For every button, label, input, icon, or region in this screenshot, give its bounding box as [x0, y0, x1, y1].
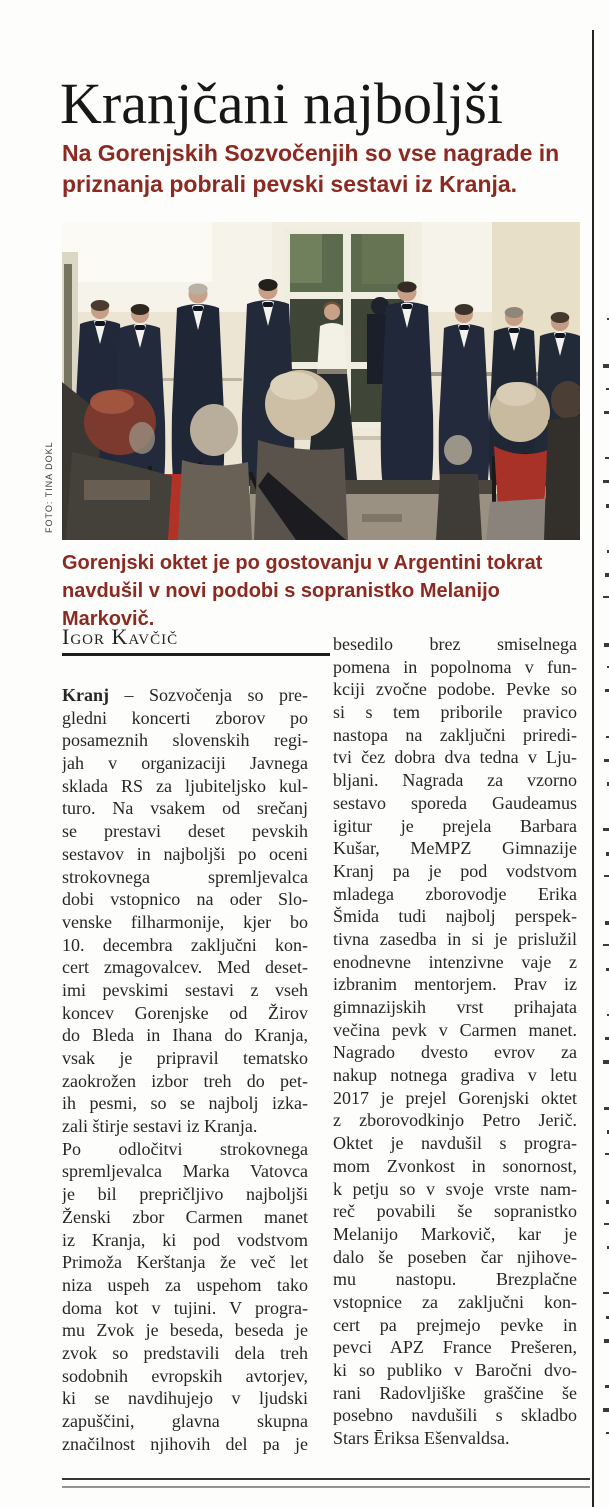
body-text-line: Primoža Kerštanja že več let [62, 1252, 308, 1273]
photo-caption [62, 549, 574, 633]
body-text-line: koncev Gorenjske od Žirov [62, 1002, 308, 1023]
body-text-line: iz Kranja, ki pod vodstvom [62, 1229, 308, 1250]
body-text-line: k petju so v svoje vrste nam- [333, 1178, 577, 1199]
body-text-line: mom Zvonkost in sonornost, [333, 1155, 577, 1176]
body-text-line: izbranim mentorjem. Prav iz [333, 974, 577, 995]
body-text-line: posameznih slovenskih regi- [62, 730, 308, 751]
article-bottom-rule [62, 1478, 590, 1488]
body-text-line: Oktet je navdušil s progra- [333, 1133, 577, 1154]
body-text-line: Kušar, MeMPZ Gimnazije [333, 838, 577, 859]
body-text-line: večina pevk v Carmen manet. [333, 1019, 577, 1040]
body-text-line: Šmida tudi najbolj perspek- [333, 906, 577, 927]
body-text-line: Kranj pa je pod vodstvom [333, 860, 577, 881]
body-text-line: cert pa prejmejo pevke in [333, 1314, 577, 1335]
adjacent-column-fragments [599, 0, 609, 1507]
body-text-line: imi pevskimi sestavi z vseh [62, 979, 308, 1000]
body-text-line: z zborovodkinjo Petro Jerič. [333, 1110, 577, 1131]
body-text-line: Melanijo Markovič, kar je [333, 1223, 577, 1244]
text-line: Gorenjski oktet je po gostovanju v Argentini tokrat [62, 552, 543, 574]
body-text-line: pevci APZ France Prešeren, [333, 1337, 577, 1358]
body-text-line: Po odločitvi strokovnega [62, 1138, 308, 1159]
body-text-line: tvi čez dobra dva tedna v Lju- [333, 747, 577, 768]
body-text-line: pomena in popolnoma v fun- [333, 656, 577, 677]
body-text-line: bljani. Nagrada za vzorno [333, 770, 577, 791]
text-line: navdušil v novi podobi s sopranistko Melanijo Markovič. [62, 580, 500, 630]
body-text-line: je bil prepričljivo najboljši [62, 1184, 308, 1205]
body-text-line: posebno navdušili s skladbo [333, 1405, 577, 1426]
body-text-line: mladega zborovodje Erika [333, 883, 577, 904]
body-text-line: igitur je prejela Barbara [333, 815, 577, 836]
body-text-line: ki se navdihujejo v ljudski [62, 1388, 308, 1409]
choir-photo [62, 222, 580, 540]
body-text-line: Kranj – Sozvočenja so pre- [62, 685, 308, 705]
body-text-line: strokovnega spremljevalca [62, 866, 308, 887]
body-text-line: vsak je pripravil tematsko [62, 1048, 308, 1068]
choir-photo-illustration [62, 222, 580, 540]
body-text-line: gimnazijskih vrst prihajata [333, 997, 577, 1017]
body-text-line: tivna zasedba in si je prislužil [333, 928, 577, 949]
body-text-line: zvok so predstavili dela treh [62, 1342, 308, 1363]
body-text-line: sklada RS za ljubiteljsko kul- [62, 775, 308, 796]
body-text-line: ih pesmi, so se najbolj izka- [62, 1093, 308, 1114]
body-text-line: reč povabili še sopranistko [333, 1201, 577, 1222]
body-text-line: cert zmagovalcev. Med deset- [62, 957, 308, 978]
byline-rule [62, 653, 330, 656]
column-divider-rule [592, 30, 594, 1507]
body-text-line: značilnost njihovih del pa je [62, 1433, 308, 1454]
body-text-line: Nagrado dvesto evrov za [333, 1042, 577, 1063]
page-title: Kranjčani najboljši [60, 70, 503, 136]
body-text-line: venske filharmonije, kjer bo [62, 911, 308, 932]
body-text-line: 2017 je prejel Gorenjski oktet [333, 1087, 577, 1108]
body-text-line: do Bleda in Ihana do Kranja, [62, 1025, 308, 1046]
body-text-line: nastopa na zaključni priredi- [333, 724, 577, 745]
body-text-line: dalo še poseben čar njihove- [333, 1246, 577, 1267]
body-text-line: spremljevalca Marka Vatovca [62, 1161, 308, 1182]
body-text-line: doma kot v tujini. V progra- [62, 1297, 308, 1318]
body-text-line: mu Zvok je beseda, beseda je [62, 1320, 308, 1341]
body-text-line: zali štirje sestavi iz Kranja. [62, 1116, 258, 1137]
body-text-line: sodobnih evropskih avtorjev, [62, 1365, 308, 1386]
body-text-line: turo. Na vsakem od srečanj [62, 798, 308, 819]
author-byline: Igor Kavčič [62, 624, 179, 649]
body-text-line: jah v organizaciji Javnega [62, 753, 308, 774]
body-text-line: mu nastopu. Brezplačne [333, 1269, 577, 1290]
body-text-line: rani Radovljiške graščine še [333, 1382, 577, 1403]
body-text-line: ki so publiko v Baročni dvo- [333, 1360, 577, 1380]
column-left [62, 684, 308, 1455]
body-text-line: si s tem priborile pravico [333, 702, 577, 723]
body-text-line: Ženski zbor Carmen manet [62, 1206, 308, 1227]
body-text-line: gledni koncerti zborov po [62, 707, 308, 728]
body-text-line: besedilo brez smiselnega [333, 634, 577, 654]
standfirst [62, 138, 572, 200]
body-text-line: sestavov in najboljši po oceni [62, 843, 308, 864]
body-text-line: Stars Ēriksa Ešenvaldsa. [333, 1428, 510, 1449]
body-text-line: se prestavi deset pevskih [62, 821, 308, 842]
body-text-line: enodnevne intenzivne vaje z [333, 951, 577, 972]
body-text-line: zaokrožen izbor treh do pet- [62, 1070, 308, 1091]
body-text-line: vstopnice za zaključni kon- [333, 1291, 577, 1312]
column-right [333, 633, 577, 1450]
body-text-line: 10. decembra zaključni kon- [62, 934, 308, 955]
body-text-line: zapuščini, glavna skupna [62, 1411, 308, 1431]
body-text-line: sestavo sporeda Gaudeamus [333, 792, 577, 813]
body-text-line: nakup notnega gradiva v letu [333, 1065, 577, 1086]
photo-credit: FOTO: TINA DOKL [44, 441, 54, 533]
text-line: priznanja pobrali pevski sestavi iz Kranja. [62, 171, 518, 197]
body-text-line: niza uspeh za uspehom tako [62, 1274, 308, 1295]
text-line: Na Gorenjskih Sozvočenjih so vse nagrade in [62, 140, 560, 166]
body-text-line: dobi vstopnico na oder Slo- [62, 889, 308, 910]
body-text-line: kciji zvočne podobe. Pevke so [333, 679, 577, 700]
